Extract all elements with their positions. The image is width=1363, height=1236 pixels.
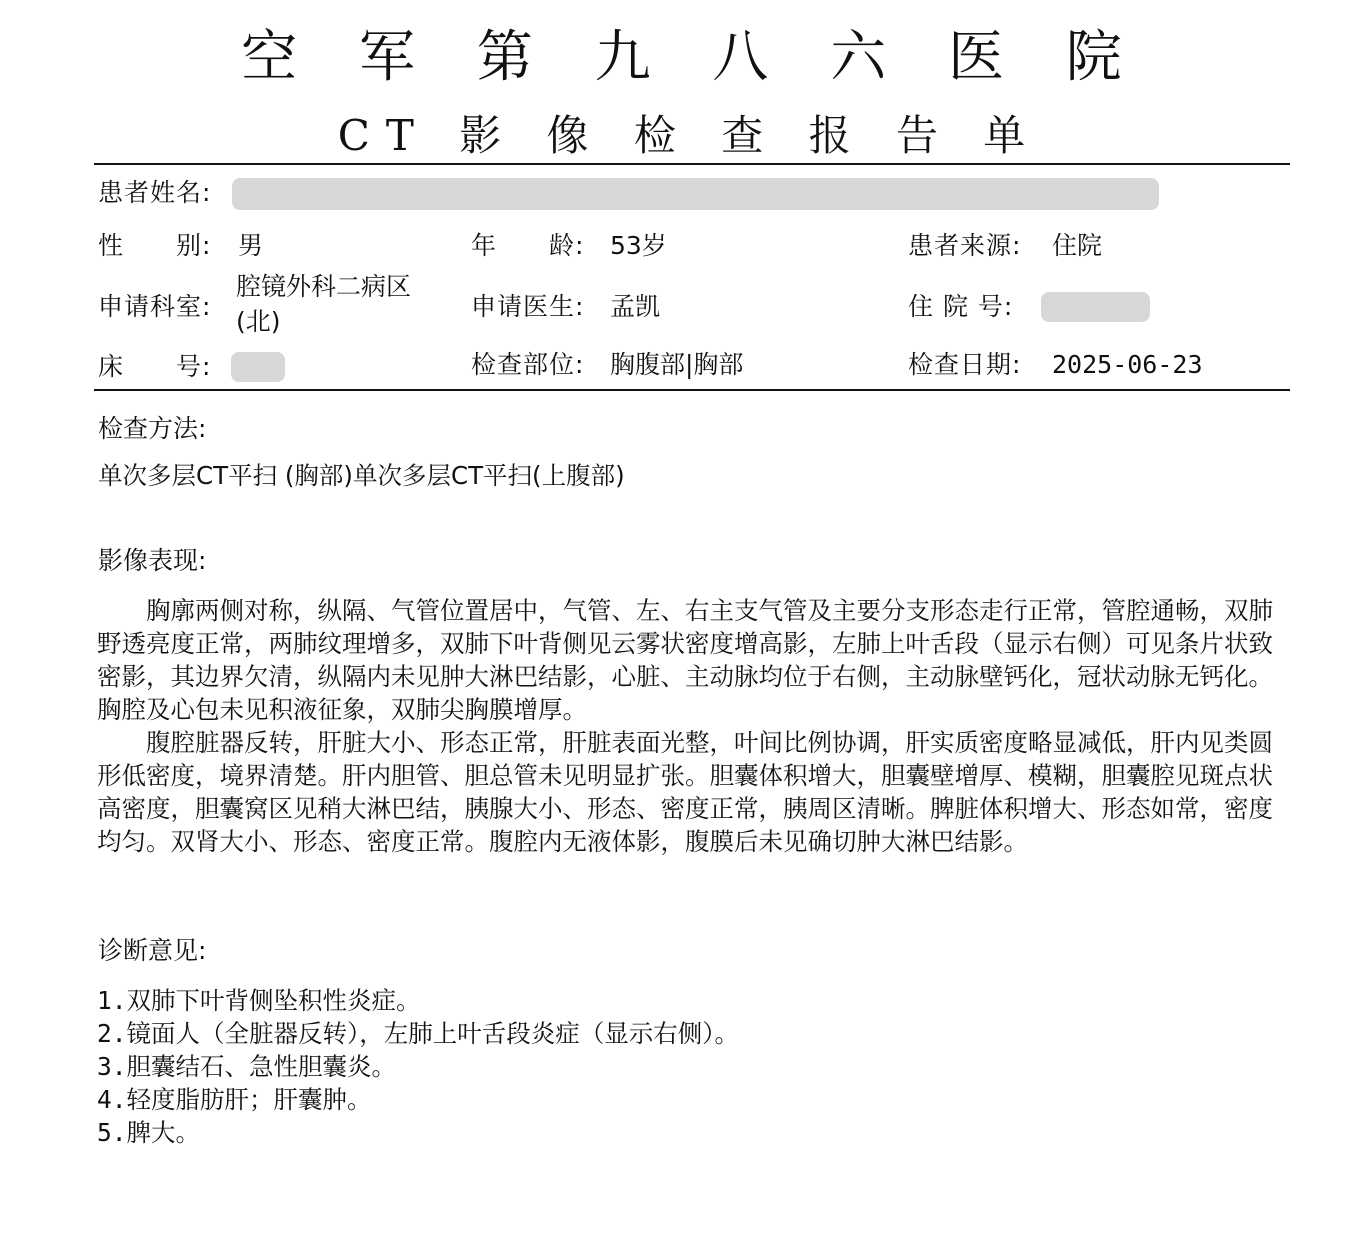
gender-value: 男 bbox=[238, 231, 264, 260]
admission-number-label: 住 院 号: bbox=[908, 292, 1014, 321]
department-label: 申请科室: bbox=[98, 292, 212, 321]
exam-date-label: 检查日期: bbox=[908, 350, 1022, 379]
age-label: 年 龄: bbox=[471, 231, 585, 260]
diagnosis-list bbox=[97, 984, 739, 1149]
exam-part-value: 胸腹部|胸部 bbox=[610, 350, 744, 379]
gender-label: 性 别: bbox=[98, 231, 212, 260]
hospital-name: 空 军 第 九 八 六 医 院 bbox=[241, 25, 1144, 90]
findings-paragraph-abdomen: 腹腔脏器反转，肝脏大小、形态正常，肝脏表面光整，叶间比例协调，肝实质密度略显减低，肝内见类圆形低密度，境界清楚。肝内胆管、胆总管未见明显扩张。胆囊体积增大，胆囊壁增厚、模糊，胆囊腔见斑点状高密度，胆囊窝区见稍大淋巴结，胰腺大小、形态、密度正常，胰周区清晰。脾脏体积增大、形态如常，密度均匀。双肾大小、形态、密度正常。腹腔内无液体影，腹膜后未见确切肿大淋巴结影。 bbox=[97, 728, 1273, 856]
bed-number-label: 床 号: bbox=[98, 352, 212, 381]
diagnosis-item: 1.双肺下叶背侧坠积性炎症。 bbox=[97, 986, 421, 1015]
findings-heading: 影像表现: bbox=[98, 546, 207, 575]
age-value: 53岁 bbox=[610, 231, 667, 260]
diagnosis-item: 5.脾大。 bbox=[97, 1118, 201, 1147]
diagnosis-item: 3.胆囊结石、急性胆囊炎。 bbox=[97, 1052, 397, 1081]
requesting-doctor-value: 孟凯 bbox=[610, 292, 661, 321]
department-value-line2: (北) bbox=[236, 307, 281, 336]
bed-number-redacted bbox=[231, 352, 285, 382]
report-title: CT 影 像 检 查 报 告 单 bbox=[337, 111, 1042, 160]
method-text: 单次多层CT平扫 (胸部)单次多层CT平扫(上腹部) bbox=[98, 461, 625, 490]
header-divider bbox=[94, 163, 1290, 165]
diagnosis-heading: 诊断意见: bbox=[98, 936, 207, 965]
exam-part-label: 检查部位: bbox=[471, 350, 585, 379]
requesting-doctor-label: 申请医生: bbox=[471, 292, 585, 321]
info-divider bbox=[94, 389, 1290, 391]
findings-paragraph-chest: 胸廓两侧对称，纵隔、气管位置居中，气管、左、右主支气管及主要分支形态走行正常，管腔通畅，双肺野透亮度正常，两肺纹理增多，双肺下叶背侧见云雾状密度增高影，左肺上叶舌段（显示右侧）可见条片状致密影，其边界欠清，纵隔内未见肿大淋巴结影，心脏、主动脉均位于右侧，主动脉壁钙化，冠状动脉无钙化。胸腔及心包未见积液征象，双肺尖胸膜增厚。 bbox=[97, 596, 1273, 724]
patient-name-redacted bbox=[232, 178, 1159, 210]
method-heading: 检查方法: bbox=[98, 414, 207, 443]
diagnosis-item: 4.轻度脂肪肝；肝囊肿。 bbox=[97, 1085, 372, 1114]
patient-source-value: 住院 bbox=[1052, 231, 1103, 260]
patient-source-label: 患者来源: bbox=[908, 231, 1022, 260]
exam-date-value: 2025-06-23 bbox=[1052, 350, 1203, 379]
patient-name-label: 患者姓名: bbox=[98, 178, 212, 207]
diagnosis-item: 2.镜面人（全脏器反转），左肺上叶舌段炎症（显示右侧）。 bbox=[97, 1019, 740, 1048]
admission-number-redacted bbox=[1041, 292, 1150, 322]
department-value-line1: 腔镜外科二病区 bbox=[236, 272, 412, 301]
